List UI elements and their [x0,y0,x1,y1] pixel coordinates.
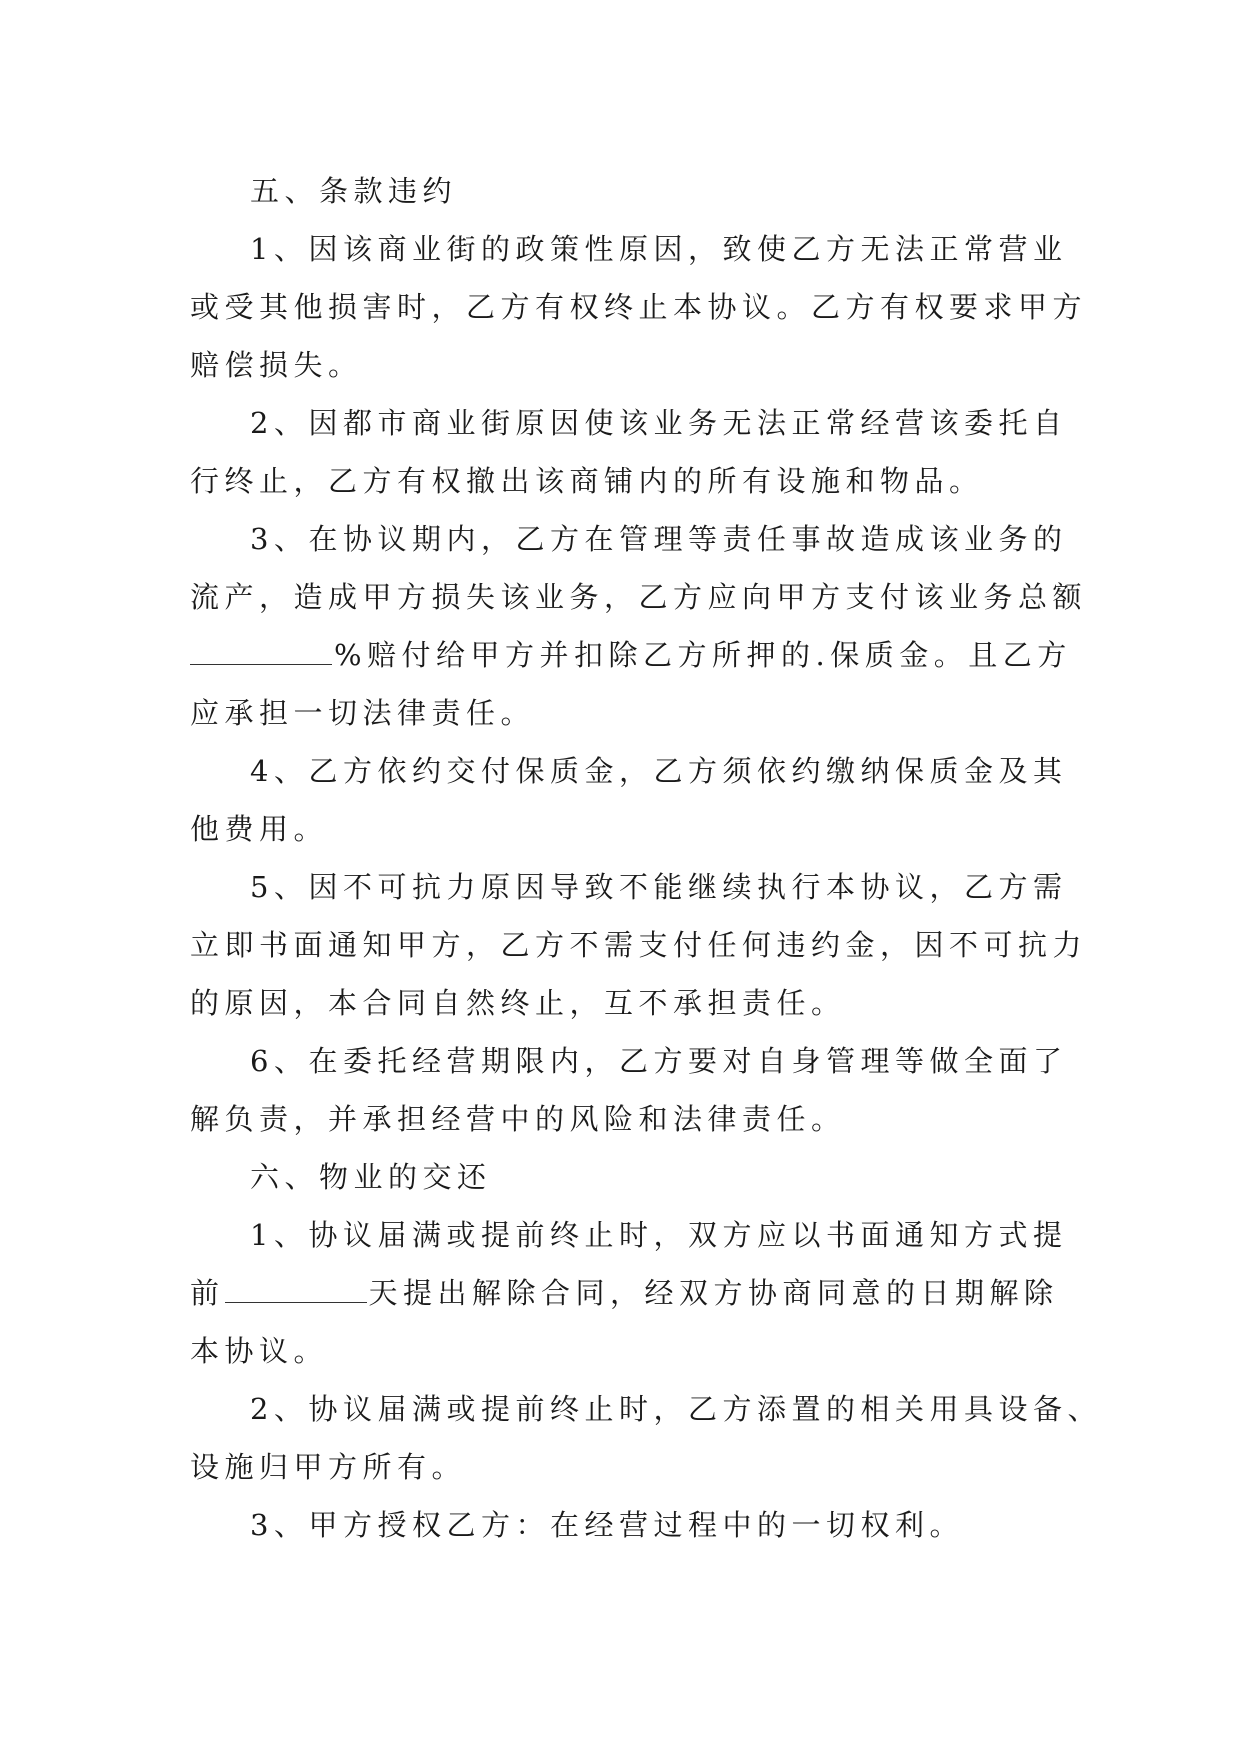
paragraph-line: 行终止，乙方有权撤出该商铺内的所有设施和物品。 [190,464,984,498]
paragraph-line [190,1264,1059,1322]
document-page [190,162,1102,1554]
paragraph-line: 的原因，本合同自然终止，互不承担责任。 [190,986,846,1020]
paragraph-line: 1、因该商业街的政策性原因，致使乙方无法正常营业 [250,232,1068,266]
paragraph-text: %赔付给甲方并扣除乙方所押的.保质金。且乙方 [334,638,1072,672]
paragraph-line: 他费用。 [190,812,329,846]
paragraph-line: 或受其他损害时，乙方有权终止本协议。乙方有权要求甲方 [190,290,1088,324]
paragraph-line: 5、因不可抗力原因导致不能继续执行本协议，乙方需 [250,870,1068,904]
paragraph-line: 本协议。 [190,1334,329,1368]
fill-in-blank-days[interactable] [225,1274,367,1303]
paragraph-line: 2、协议届满或提前终止时，乙方添置的相关用具设备、 [250,1392,1102,1426]
paragraph-line: 应承担一切法律责任。 [190,696,536,730]
fill-in-blank-percent[interactable] [190,636,332,665]
section-heading-5: 五、条款违约 [250,174,458,208]
paragraph-text: 前 [190,1276,225,1310]
paragraph-line: 立即书面通知甲方，乙方不需支付任何违约金，因不可抗力 [190,928,1088,962]
paragraph-line [190,626,1072,684]
paragraph-line: 赔偿损失。 [190,348,363,382]
paragraph-line: 6、在委托经营期限内，乙方要对自身管理等做全面了 [250,1044,1068,1078]
paragraph-line: 4、乙方依约交付保质金，乙方须依约缴纳保质金及其 [250,754,1068,788]
paragraph-text: 天提出解除合同，经双方协商同意的日期解除 [368,1276,1059,1310]
paragraph-line: 流产，造成甲方损失该业务，乙方应向甲方支付该业务总额 [190,580,1088,614]
paragraph-line: 解负责，并承担经营中的风险和法律责任。 [190,1102,846,1136]
paragraph-line: 设施归甲方所有。 [190,1450,467,1484]
paragraph-line: 3、甲方授权乙方：在经营过程中的一切权利。 [250,1508,964,1542]
paragraph-line: 2、因都市商业街原因使该业务无法正常经营该委托自 [250,406,1068,440]
paragraph-line: 3、在协议期内，乙方在管理等责任事故造成该业务的 [250,522,1068,556]
paragraph-line: 1、协议届满或提前终止时，双方应以书面通知方式提 [250,1218,1068,1252]
section-heading-6: 六、物业的交还 [250,1160,492,1194]
